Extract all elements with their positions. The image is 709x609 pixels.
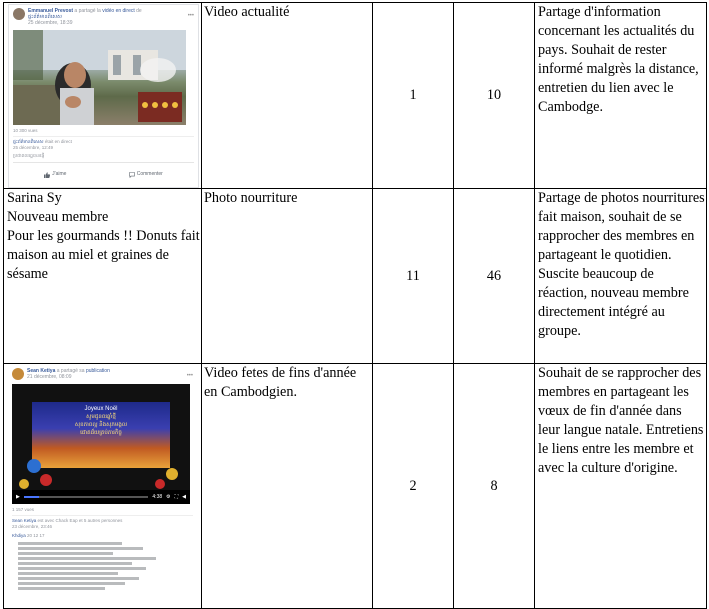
table-row bbox=[4, 364, 707, 609]
view-count: 10 300 vues bbox=[13, 128, 38, 133]
post-actions bbox=[13, 162, 194, 187]
more-options-icon[interactable]: ••• bbox=[187, 13, 194, 19]
christmas-video-player[interactable] bbox=[12, 384, 190, 504]
member-status: Nouveau membre bbox=[7, 209, 109, 225]
sub-author[interactable]: Khdiya bbox=[12, 533, 26, 538]
video-title: Joyeux Noël bbox=[84, 406, 118, 412]
count-cell: 46 bbox=[454, 189, 535, 364]
like-button[interactable]: J'aime bbox=[44, 165, 66, 184]
description-cell: Partage d'information concernant les actualités du pays. Souhait de rester informé malgrès la distance, entretien du lien avec le Cambodge. bbox=[535, 3, 707, 189]
post-link[interactable]: publication bbox=[85, 368, 110, 374]
post-header: Sean Ketiya a partagé sa publication 21 décembre, 08:09 bbox=[27, 368, 110, 380]
table-row bbox=[4, 3, 707, 189]
comment-button[interactable]: Commenter bbox=[129, 165, 163, 184]
ornaments-decoration bbox=[12, 384, 190, 504]
video-time: 4:38 bbox=[152, 493, 163, 500]
type-cell: Photo nourriture bbox=[202, 189, 373, 364]
count-cell: 1 bbox=[373, 3, 454, 189]
avatar[interactable] bbox=[13, 8, 25, 20]
post-date: 21 décembre, 08:09 bbox=[27, 374, 72, 380]
video-controls bbox=[12, 490, 190, 504]
sub-date: 20 12 17 bbox=[27, 533, 45, 538]
table-row bbox=[4, 189, 707, 364]
count-cell: 11 bbox=[373, 189, 454, 364]
count-cell: 8 bbox=[454, 364, 535, 609]
play-icon[interactable]: ▶ bbox=[16, 493, 20, 500]
post-text: Pour les gourmands !! Donuts fait maison au miel et graines de sésame bbox=[7, 228, 200, 282]
news-video-thumbnail[interactable] bbox=[13, 30, 186, 125]
count-cell: 10 bbox=[454, 3, 535, 189]
avatar[interactable] bbox=[12, 368, 24, 380]
post-author[interactable]: Emmanuel Prevost bbox=[28, 8, 74, 14]
post-author[interactable]: Sean Ketiya bbox=[27, 368, 56, 374]
comment-author[interactable]: Sean Ketiya bbox=[12, 518, 37, 523]
news-photo-image bbox=[13, 30, 186, 125]
analysis-table bbox=[3, 2, 707, 609]
view-count: 1 157 vues bbox=[12, 507, 35, 512]
comment-date: 23 décembre, 23:46 bbox=[12, 524, 53, 529]
post-author-name: Sarina Sy bbox=[7, 190, 62, 206]
fullscreen-icon[interactable]: ⛶ bbox=[174, 493, 179, 500]
comment-text: ប្រជាពលរដ្ឋបានផ្ញើ bbox=[13, 153, 45, 158]
khmer-text-block bbox=[8, 539, 197, 590]
settings-icon[interactable]: ⚙ bbox=[166, 493, 171, 500]
post-cell bbox=[4, 189, 202, 364]
type-cell: Video fetes de fins d'année en Cambodgien. bbox=[202, 364, 373, 609]
thumbs-up-icon bbox=[44, 172, 50, 178]
type-cell: Video actualité bbox=[202, 3, 373, 189]
post-header: Emmanuel Prevost a partagé la vidéo en direct de ផ្ទះព័ត៌មានពិសេស 25 décembre, 18:39 bbox=[28, 8, 142, 26]
more-options-icon[interactable]: ••• bbox=[186, 373, 193, 379]
progress-slider[interactable] bbox=[24, 496, 149, 498]
comment-author[interactable]: ផ្ទះព័ត៌មានពិសេស bbox=[13, 139, 44, 144]
description-cell: Partage de photos nourritures fait maison, souhait de se rapprocher des membres en partageant le quotidien. Suscite beaucoup de réaction, nouveau membre directement intégré au groupe. bbox=[535, 189, 707, 364]
description-cell: Souhait de se rapprocher des membres en partageant les vœux de fin d'année dans leur langue natale. Entretiens le liens entre les membre et avec la culture d'origine. bbox=[535, 364, 707, 609]
post-link[interactable]: vidéo en direct bbox=[102, 8, 135, 14]
count-cell: 2 bbox=[373, 364, 454, 609]
comment-date: 25 décembre, 12:49 bbox=[13, 145, 54, 150]
post-cell bbox=[4, 3, 202, 189]
volume-icon[interactable]: ◀ bbox=[182, 493, 186, 500]
facebook-post-card: ••• Sean Ketiya a partagé sa publication 21 décembre, 08:09 Joyeux Noël សូមជូនពរឆ្នាំថ្មី សុខភាពល្អ និងសុភមង្គល ជោគជ័យគ្រប់ភារកិច្ច ▶ 4:38 ⚙ ⛶ ◀ 1 157 vues Sean Ketiya est avec Chack Eap et 5 autres personnes 23 décembre, 23:46 Khdiya 20 12 17 bbox=[8, 365, 197, 590]
post-cell bbox=[4, 364, 202, 609]
post-date: 25 décembre, 18:39 bbox=[28, 20, 73, 26]
post-page[interactable]: ផ្ទះព័ត៌មានពិសេស bbox=[28, 14, 62, 20]
greeting-card-image: Joyeux Noël សូមជូនពរឆ្នាំថ្មី សុខភាពល្អ និងសុភមង្គល ជោគជ័យគ្រប់ភារកិច្ច bbox=[32, 402, 170, 468]
comment-icon bbox=[129, 172, 135, 178]
facebook-post-card: ••• Emmanuel Prevost a partagé la vidéo en direct de ផ្ទះព័ត៌មានពិសេស 25 décembre, 18:39 10 300 vues ផ្ទះព័ត៌មានពិសេស était en direct 25 décembre, 12:49 ប្រជាពលរដ្ឋបានផ្ញើ J'aime Commenter bbox=[8, 4, 199, 188]
